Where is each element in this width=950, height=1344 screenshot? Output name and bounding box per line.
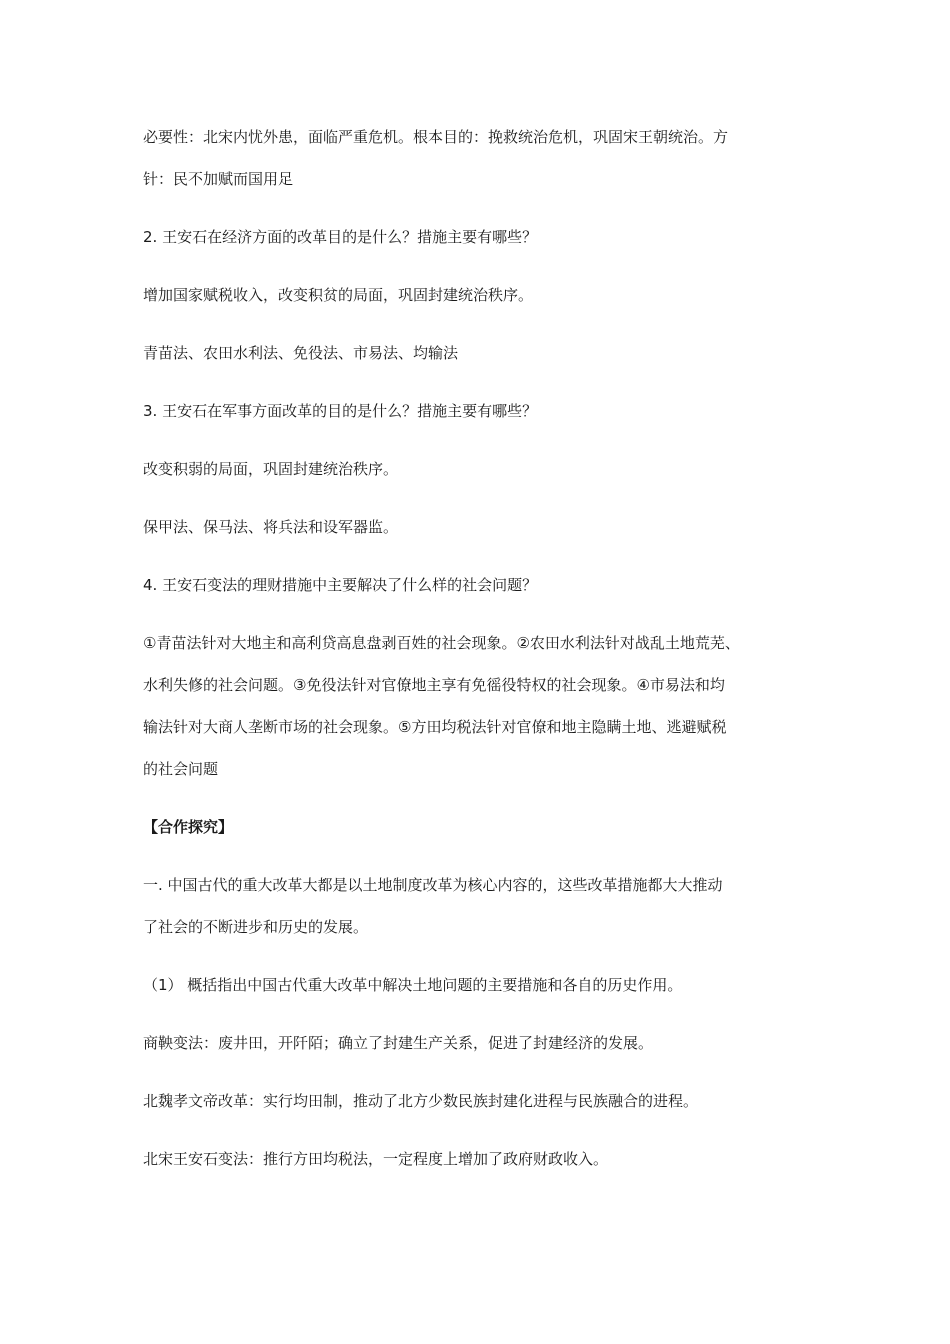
inquiry-1-line-2: 了社会的不断进步和历史的发展。: [143, 918, 369, 936]
answer-xiaowen: 北魏孝文帝改革：实行均田制，推动了北方少数民族封建化进程与民族融合的进程。: [143, 1092, 699, 1110]
question-3: 3. 王安石在军事方面改革的目的是什么？措施主要有哪些？: [143, 402, 538, 420]
paragraph-policy: 针：民不加赋而国用足: [143, 170, 294, 188]
sub-question-1: （1） 概括指出中国古代重大改革中解决土地问题的主要措施和各自的历史作用。: [143, 976, 683, 994]
answer-4-line-3: 输法针对大商人垄断市场的社会现象。⑤方田均税法针对官僚和地主隐瞒土地、逃避赋税: [143, 718, 727, 736]
section-heading-cooperative-inquiry: 【合作探究】: [143, 818, 234, 836]
answer-wang-anshi: 北宋王安石变法：推行方田均税法，一定程度上增加了政府财政收入。: [143, 1150, 609, 1168]
question-2: 2. 王安石在经济方面的改革目的是什么？措施主要有哪些？: [143, 228, 538, 246]
answer-3-purpose: 改变积弱的局面，巩固封建统治秩序。: [143, 460, 399, 478]
answer-4-line-4: 的社会问题: [143, 760, 219, 778]
answer-3-measures: 保甲法、保马法、将兵法和设军器监。: [143, 518, 399, 536]
paragraph-necessity: 必要性：北宋内忧外患，面临严重危机。根本目的：挽救统治危机，巩固宋王朝统治。方: [143, 128, 729, 146]
answer-4-line-1: ①青苗法针对大地主和高利贷高息盘剥百姓的社会现象。②农田水利法针对战乱土地荒芜、: [143, 634, 740, 652]
answer-2-measures: 青苗法、农田水利法、免役法、市易法、均输法: [143, 344, 459, 362]
answer-4-line-2: 水利失修的社会问题。③免役法针对官僚地主享有免徭役特权的社会现象。④市易法和均: [143, 676, 725, 694]
answer-2-purpose: 增加国家赋税收入，改变积贫的局面，巩固封建统治秩序。: [143, 286, 534, 304]
inquiry-1-line-1: 一. 中国古代的重大改革大都是以土地制度改革为核心内容的，这些改革措施都大大推动: [143, 876, 723, 894]
answer-shang-yang: 商鞅变法：废井田，开阡陌；确立了封建生产关系，促进了封建经济的发展。: [143, 1034, 654, 1052]
question-4: 4. 王安石变法的理财措施中主要解决了什么样的社会问题？: [143, 576, 538, 594]
